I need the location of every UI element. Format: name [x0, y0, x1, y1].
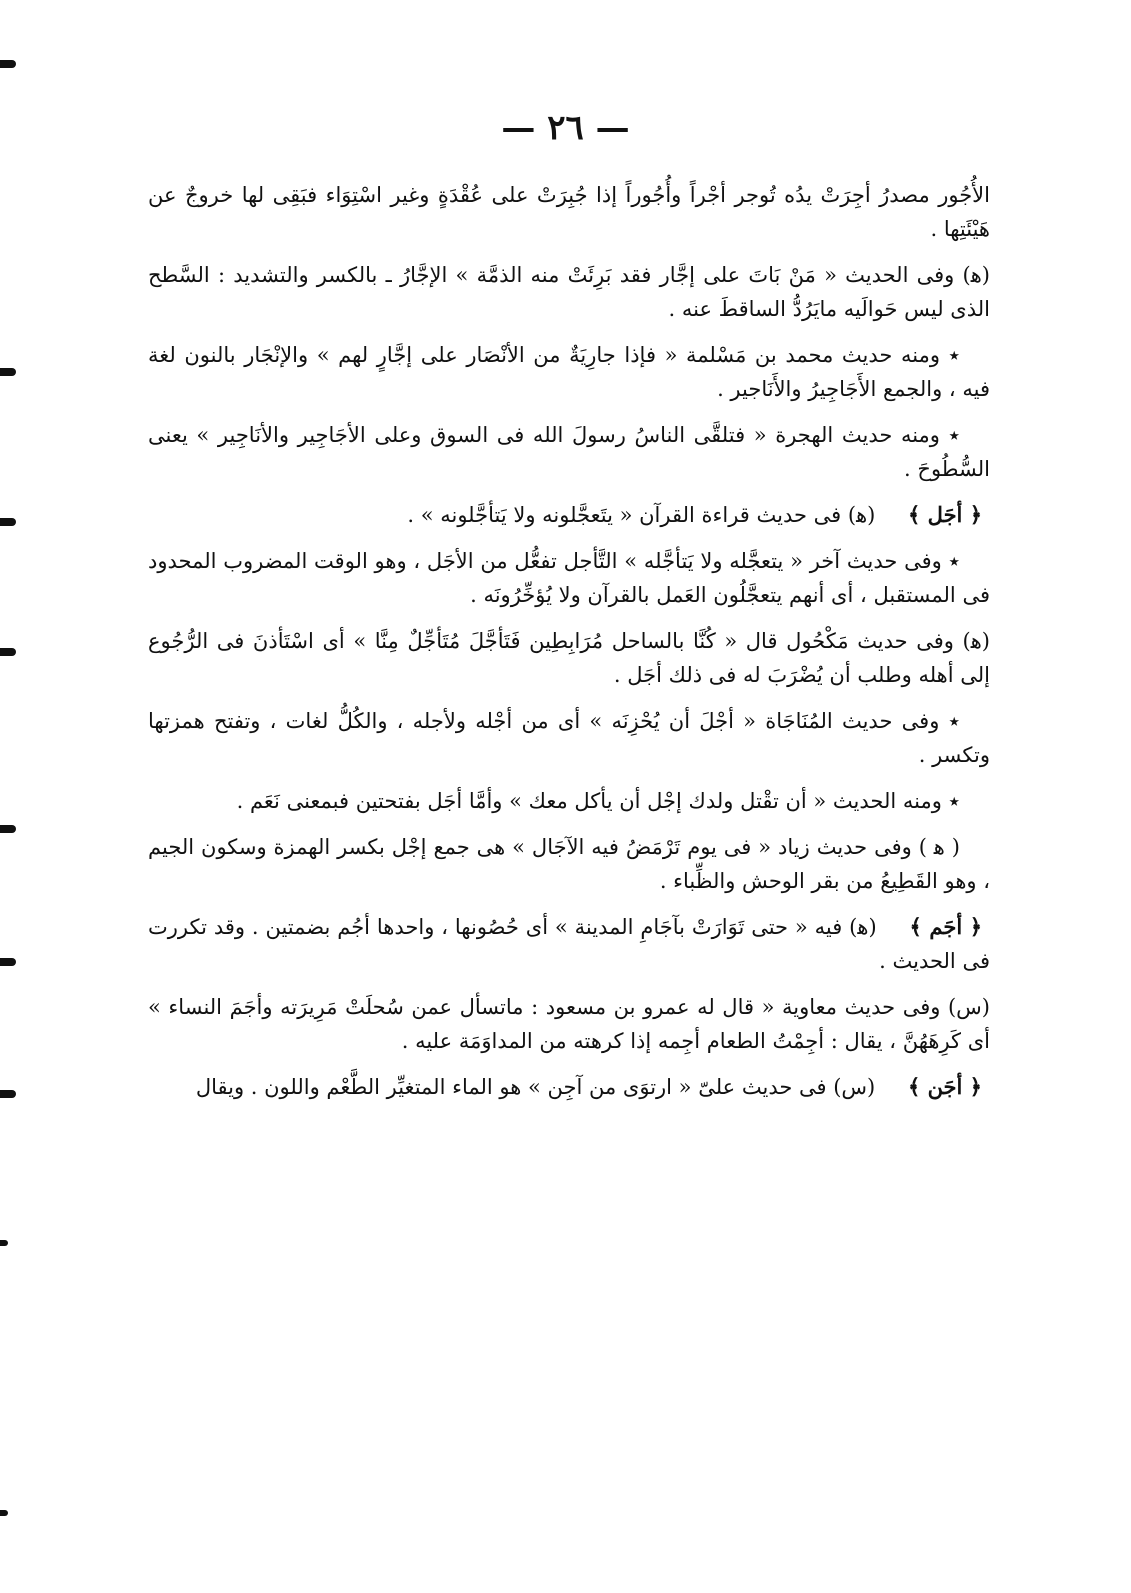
binding-mark — [0, 648, 16, 656]
paragraph — [148, 418, 990, 486]
binding-mark — [0, 518, 16, 526]
paragraph-text: (س) فى حديث علىّ « ارتوَى من آجِن » هو الماء المتغيِّر الطَّعْم واللون . ويقال — [195, 1075, 876, 1099]
paragraph — [148, 258, 990, 326]
paragraph — [148, 624, 990, 692]
entry-paragraph — [148, 498, 990, 532]
paragraph — [148, 704, 990, 772]
paragraph-text: (ﻫ) وفى الحديث « مَنْ بَاتَ على إجَّار فقد بَرِئَتْ منه الذمَّة » الإجَّارُ ـ بالكسر والتشديد : السَّطح الذى ليس حَوالَيه مايَرُدُّ الساقطَ عنه . — [148, 263, 990, 321]
binding-mark — [0, 825, 16, 833]
paragraph-text: ( ﻫ ) وفى حديث زياد « فى يوم تَرْمَضُ فيه الآجَال » هى جمع إجْل بكسر الهمزة وسكون الجيم ، وهو القَطِيعُ من بقر الوحش والظِّباء . — [148, 835, 990, 893]
binding-mark — [0, 60, 16, 68]
paragraph — [148, 178, 990, 246]
paragraph — [148, 990, 990, 1058]
headword: ﴿ أجَل ﴾ — [908, 502, 982, 527]
entry-paragraph — [148, 1070, 990, 1104]
paragraph — [148, 830, 990, 898]
paragraph-text: ٭ ومنه الحديث « أن تقْتل ولدك إجْل أن يأكل معك » وأمَّا أجَل بفتحتين فبمعنى نَعَم . — [236, 789, 960, 813]
page-number: — ٢٦ — — [501, 108, 630, 148]
paragraph-text: الأُجُور مصدرُ أجِرَتْ يدُه تُوجر أجْراً وأُجُوراً إذا جُبِرَتْ على عُقْدَةٍ وغير اسْتِوَاء فبَقِى لها خروجٌ عن هَيْئَتِها . — [148, 183, 990, 241]
paragraph — [148, 338, 990, 406]
paragraph-text: (س) وفى حديث معاوية « قال له عمرو بن مسعود : ماتسأل عمن سُحلَتْ مَرِيرَته وأجَمَ النساء » أى كَرِهَهُنَّ ، يقال : أجِمْتُ الطعام أجِمه إذا كرهته من المداوَمَة عليه . — [148, 995, 990, 1053]
headword: ﴿ أجَن ﴾ — [907, 1074, 982, 1099]
paragraph-text: (ﻫ) فيه « حتى تَوَارَتْ بآجَامِ المدينة » أى حُصُونها ، واحدها أجُم بضمتين . وقد تكررت فى الحديث . — [148, 915, 990, 973]
entry-paragraph — [148, 910, 990, 978]
binding-mark — [0, 958, 16, 966]
binding-mark — [0, 368, 16, 376]
paragraph-text: ٭ وفى حديث المُنَاجَاة « أجْلَ أن يُحْزِنَه » أى من أجْله ولأجله ، والكُلُّ لغات ، وتفتح همزتها وتكسر . — [148, 709, 990, 767]
paragraph-text: (ﻫ) فى حديث قراءة القرآن « يتَعجَّلونه ولا يَتأجَّلونه » . — [407, 503, 876, 527]
body-text — [148, 178, 990, 1116]
paragraph-text: ٭ وفى حديث آخر « يتعجَّله ولا يَتأجَّله » التَّأجل تفعُّل من الأجَل ، وهو الوقت المضروب المحدود فى المستقبل ، أى أنهم يتعجَّلُون العَمل بالقرآن ولا يُؤخِّرُونَه . — [148, 549, 990, 607]
paragraph-text: (ﻫ) وفى حديث مَكْحُول قال « كُنَّا بالساحل مُرَابِطِين فَتَأجَّلَ مُتَأجِّلٌ مِنَّا » أى اسْتَأذنَ فى الرُّجُوع إلى أهله وطلب أن يُضْرَبَ له فى ذلك أجَل . — [148, 629, 990, 687]
paragraph — [148, 784, 990, 818]
paragraph-text: ٭ ومنه حديث محمد بن مَسْلمة « فإذا جارِيَةٌ من الأنْصَار على إجَّارٍ لهم » والإنْجَار بالنون لغة فيه ، والجمع الأَجَاجِيرُ والأَنَاجير . — [148, 343, 990, 401]
paragraph-text: ٭ ومنه حديث الهجرة « فتلقَّى الناسُ رسولَ الله فى السوق وعلى الأجَاجِير والأنَاجِير » يعنى السُّطُوحَ . — [148, 423, 990, 481]
binding-mark — [0, 1240, 8, 1246]
headword: ﴿ أجَم ﴾ — [909, 914, 982, 939]
paragraph — [148, 544, 990, 612]
binding-mark — [0, 1090, 16, 1098]
binding-mark — [0, 1510, 8, 1516]
